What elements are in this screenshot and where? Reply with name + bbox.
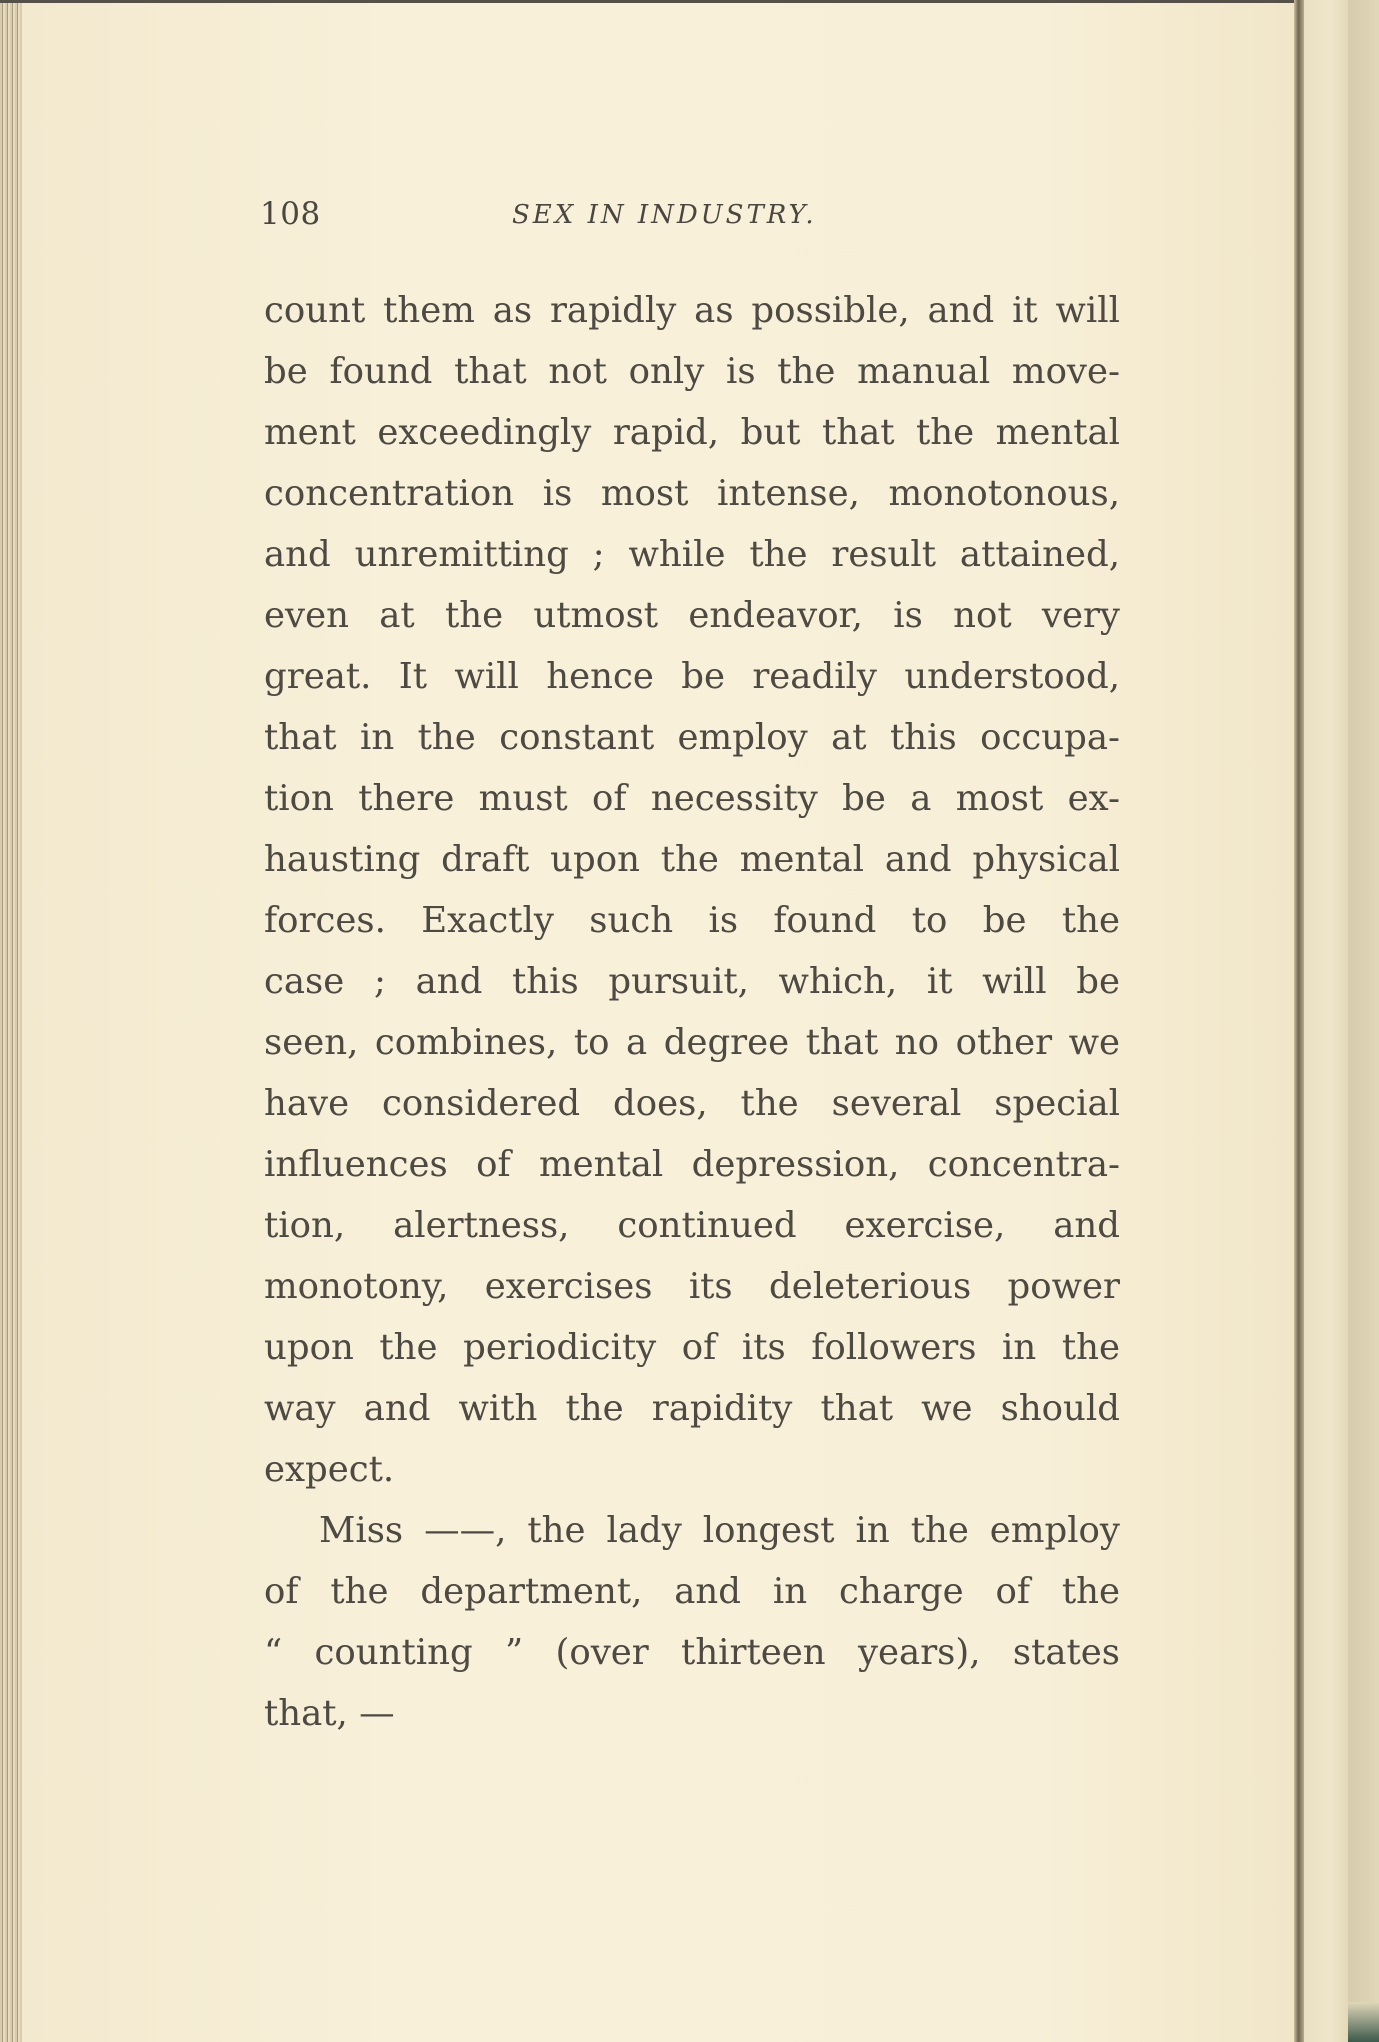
text-line: monotony, exercises its deleterious power <box>264 1266 1120 1307</box>
text-line: concentration is most intense, monotonous, <box>264 473 1120 514</box>
text-line: seen, combines, to a degree that no other we <box>264 1022 1120 1063</box>
text-line: tion, alertness, continued exercise, and <box>264 1205 1120 1246</box>
text-line: have considered does, the several special <box>264 1083 1120 1124</box>
book-cover-edge <box>1348 0 1379 2042</box>
running-head: SEX IN INDUSTRY. <box>512 200 817 230</box>
top-edge-shadow <box>0 0 1300 3</box>
text-line: forces. Exactly such is found to be the <box>264 900 1120 941</box>
text-line: hausting draft upon the mental and physical <box>264 839 1120 880</box>
text-line: of the department, and in charge of the <box>264 1571 1120 1612</box>
text-line: that in the constant employ at this occupa- <box>264 717 1120 758</box>
text-line: upon the periodicity of its followers in the <box>264 1327 1120 1368</box>
text-line: great. It will hence be readily understood, <box>264 656 1120 697</box>
text-line: and unremitting ; while the result attained, <box>264 534 1120 575</box>
text-line: ment exceedingly rapid, but that the mental <box>264 412 1120 453</box>
page-number: 108 <box>260 196 321 232</box>
text-line: be found that not only is the manual move- <box>264 351 1120 392</box>
text-line: even at the utmost endeavor, is not very <box>264 595 1120 636</box>
text-line: way and with the rapidity that we should <box>264 1388 1120 1429</box>
text-line: expect. <box>264 1449 395 1490</box>
left-binding-edge <box>0 0 22 2042</box>
text-line: “ counting ” (over thirteen years), states <box>264 1632 1120 1673</box>
text-line: that, — <box>264 1693 395 1734</box>
body-text <box>264 280 1124 1744</box>
page-header <box>260 196 860 244</box>
gutter-fold <box>1294 0 1304 2042</box>
text-line: tion there must of necessity be a most ex- <box>264 778 1120 819</box>
book-page <box>22 0 1294 2042</box>
text-line: Miss ——, the lady longest in the employ <box>319 1510 1120 1551</box>
text-line: count them as rapidly as possible, and it will <box>264 290 1120 331</box>
text-line: influences of mental depression, concentra- <box>264 1144 1120 1185</box>
next-page-edge <box>1304 0 1348 2042</box>
text-line: case ; and this pursuit, which, it will be <box>264 961 1120 1002</box>
